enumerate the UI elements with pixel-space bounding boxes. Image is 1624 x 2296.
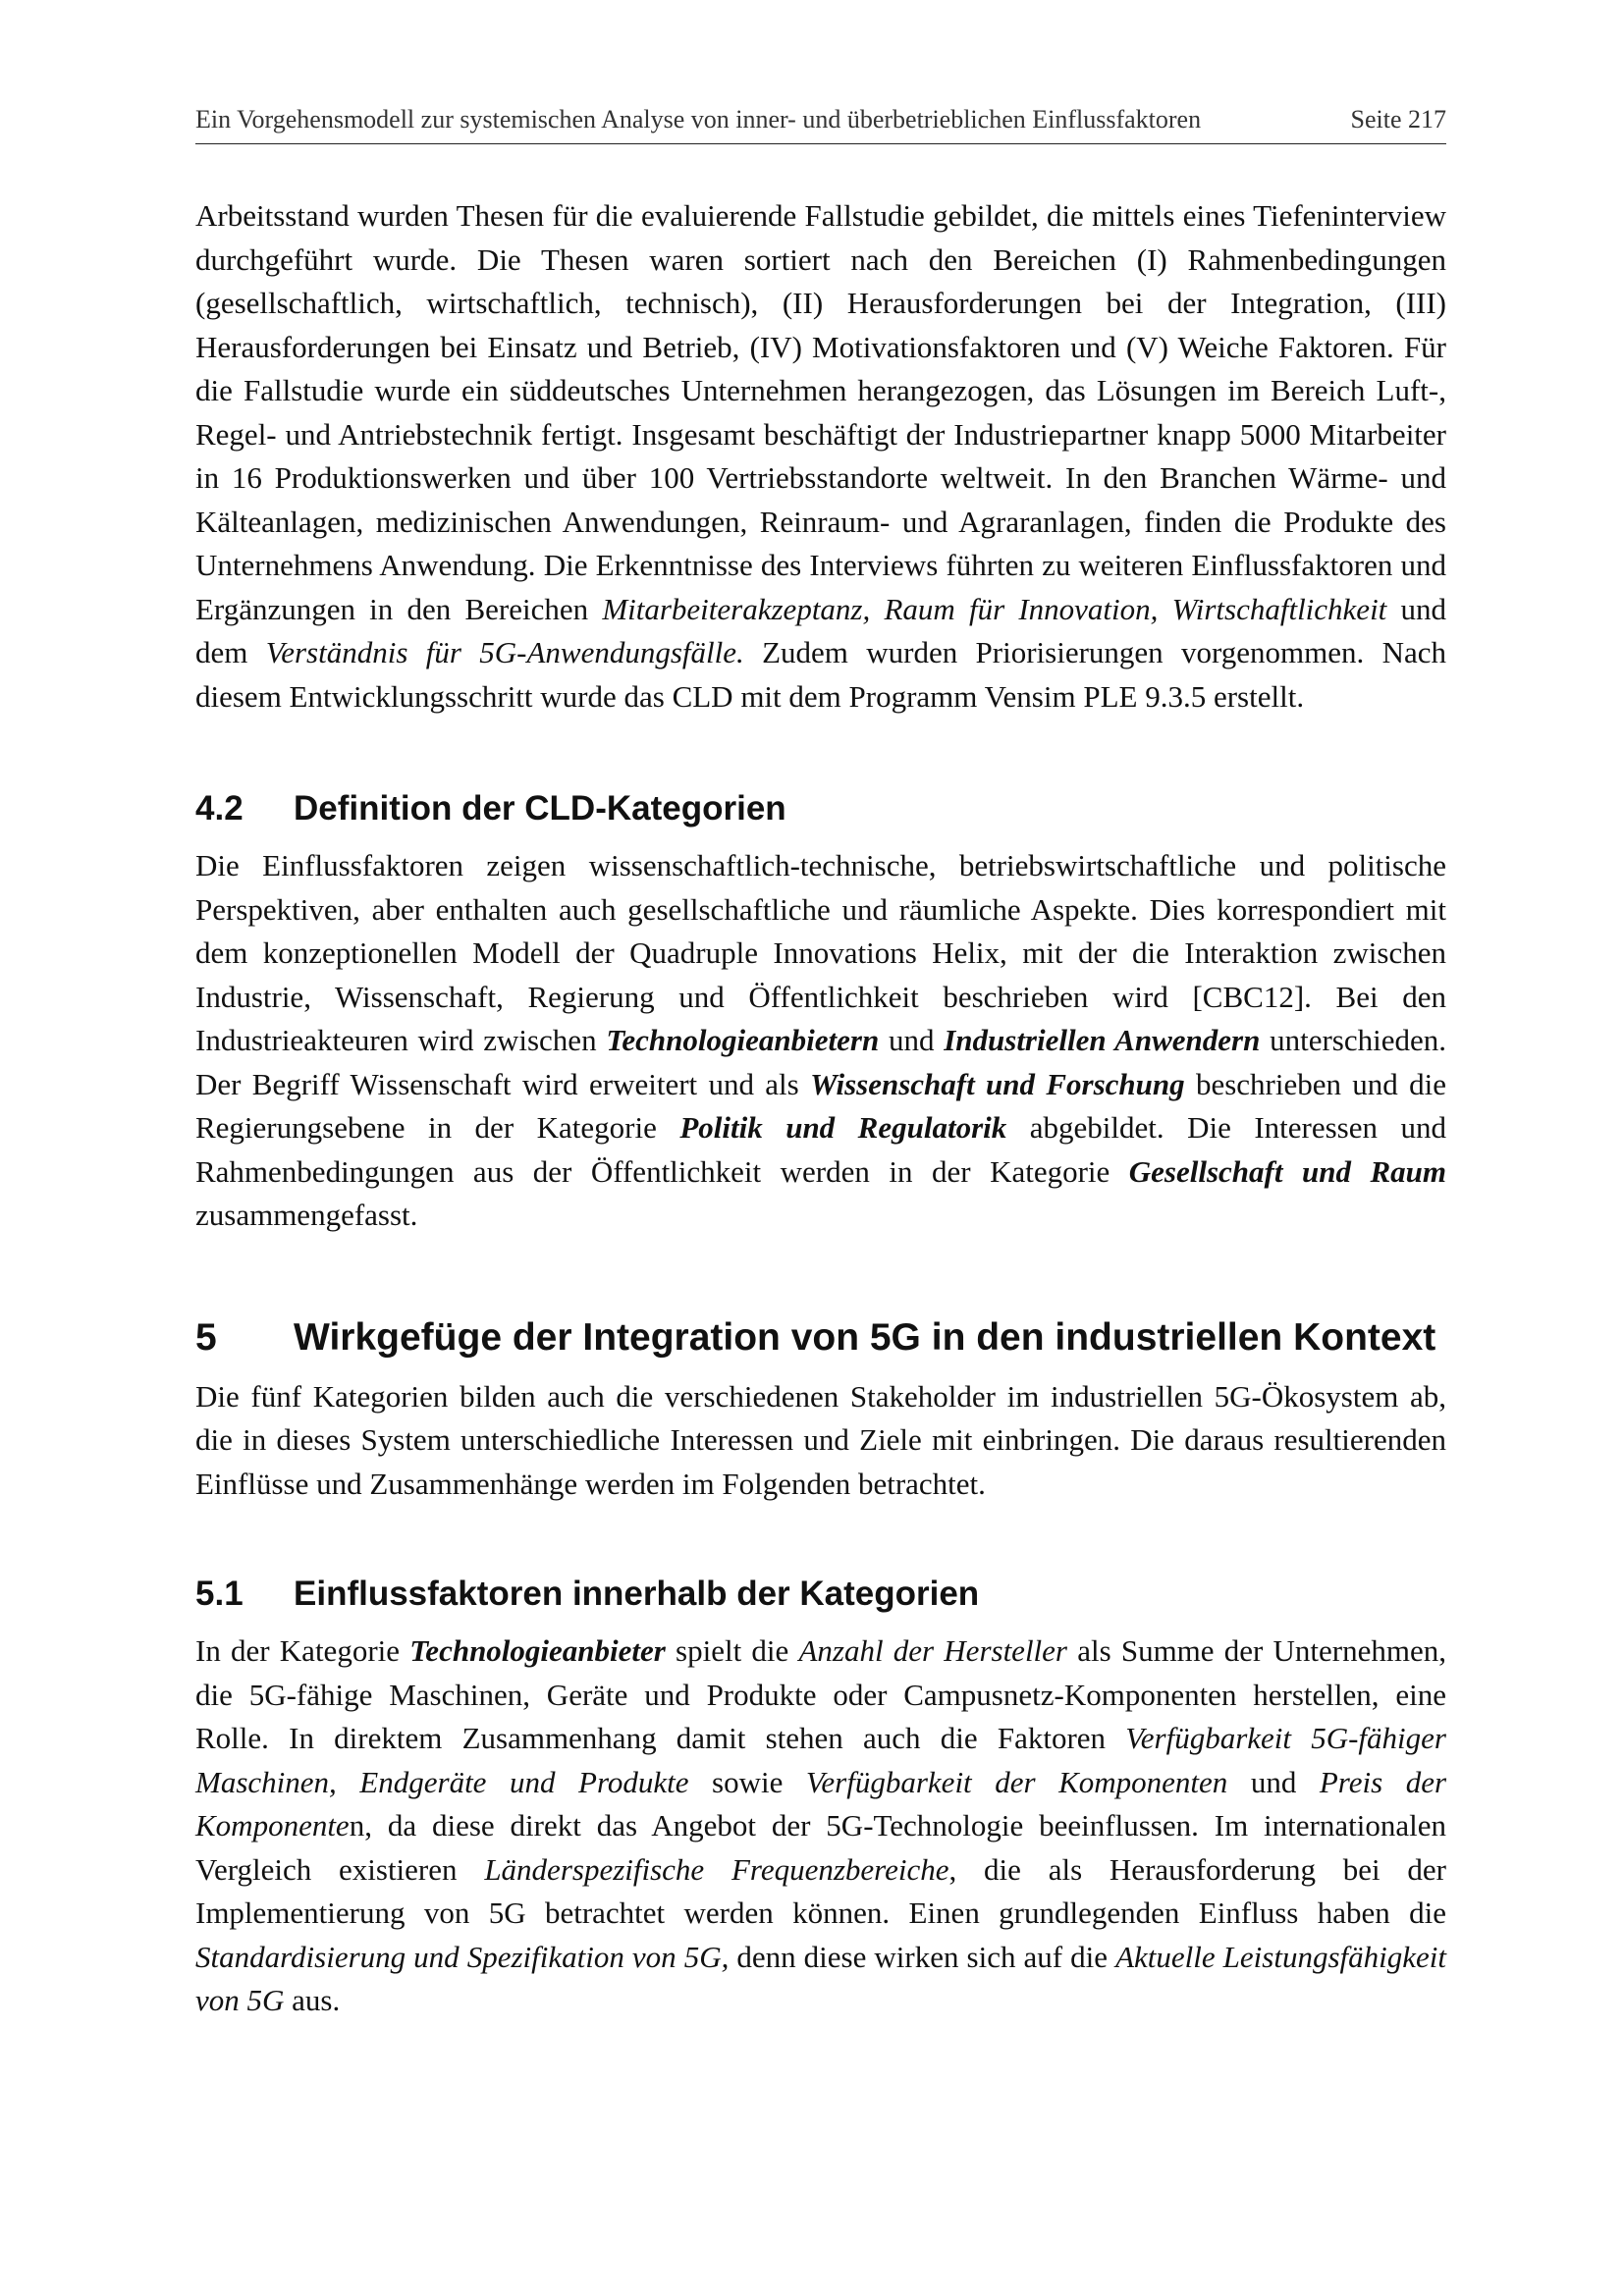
text-run: Zudem wurden Priorisierungen vorgenommen. Nach diesem Entwicklungsschritt wurde das CLD mit dem Programm Vensim PLE 9.3.5 erstellt. (195, 635, 1447, 714)
section-number: 5 (195, 1315, 217, 1359)
page-number: Seite 217 (1350, 105, 1446, 133)
italic-term: Länderspezifische Frequenzbereiche (484, 1851, 949, 1887)
section-title: Einflussfaktoren innerhalb der Kategorien (294, 1575, 980, 1613)
text-run: , die als Herausforderung bei der Implementierung von 5G betrachtet werden können. Einen grundlegenden Einfluss haben die (195, 1851, 1446, 1930)
running-header (195, 104, 1446, 144)
bold-term: Technologieanbietern (606, 1023, 880, 1057)
section-number: 4.2 (195, 789, 244, 828)
section-heading-5-1 (195, 1573, 1446, 1616)
bold-term: Politik und Regulatorik (679, 1110, 1007, 1145)
bold-term: Gesellschaft und Raum (1128, 1153, 1446, 1189)
section-heading-5 (195, 1314, 1446, 1362)
bold-term: Industriellen Anwendern (944, 1023, 1261, 1057)
paragraph-method (195, 194, 1446, 719)
page-content (195, 194, 1446, 2023)
paragraph-stakeholders (195, 1375, 1446, 1507)
paragraph-technology-providers (195, 1629, 1446, 2023)
italic-term: Verständnis für 5G-Anwendungsfälle. (265, 635, 744, 669)
italic-term: Verfügbarkeit 5G-fähiger Maschinen, Endgeräte und Produkte (195, 1721, 1446, 1799)
italic-term: Mitarbeiterakzeptanz, Raum für Innovation, Wirtschaftlichkeit (602, 591, 1387, 626)
section-number: 5.1 (195, 1575, 244, 1613)
text-run: abgebildet. Die Interessen und Rahmenbedingungen aus der Öffentlichkeit werden in der Kategorie (195, 1110, 1446, 1189)
italic-term: Aktuelle Leistungsfähigkeit von 5G (195, 1939, 1446, 2017)
text-run: zusammengefasst. (195, 1198, 418, 1232)
text-run: aus. (284, 1983, 341, 2017)
text-run: Die Einflussfaktoren zeigen wissenschaftlich-technische, betriebswirtschaftliche und politische Perspektiven, aber enthalten auch gesellschaftliche und räumliche Aspekte. Dies korrespondiert mit dem konzeptionellen Modell der Quadruple Innovations Helix, mit der die Interaktion zwischen Industrie, Wissenschaft, Regierung und Öffentlichkeit beschrieben wird [CBC12]. Bei den Industrieakteuren wird zwischen (195, 848, 1446, 1057)
bold-term: Wissenschaft und Forschung (810, 1066, 1185, 1101)
text-run: unterschieden. Der Begriff Wissenschaft wird erweitert und als (195, 1023, 1446, 1101)
text-run: Arbeitsstand wurden Thesen für die evaluierende Fallstudie gebildet, die mittels eines Tiefeninterview durchgeführt wurde. Die Thesen waren sortiert nach den Bereichen (I) Rahmenbedingungen (gesellschaftlich, wirtschaftlich, technisch), (II) Herausforderungen bei der Integration, (III) Herausforderungen bei Einsatz und Betrieb, (IV) Motivationsfaktoren und (V) Weiche Faktoren. Für die Fallstudie wurde ein süddeutsches Unternehmen herangezogen, das Lösungen im Bereich Luft-, Regel- und Antriebstechnik fertigt. Insgesamt beschäftigt der Industriepartner knapp 5000 Mitarbeiter in 16 Produktionswerken und über 100 Vertriebsstandorte weltweit. In den Branchen Wärme- und Kälteanlagen, medizinischen Anwendungen, Reinraum- und Agraranlagen, finden die Produkte des Unternehmens Anwendung. Die Erkenntnisse des Interviews führten zu weiteren Einflussfaktoren und Ergänzungen in den Bereichen (195, 198, 1446, 626)
text-run: und dem (195, 591, 1446, 669)
text-run: und (1227, 1764, 1320, 1799)
text-run: als Summe der Unternehmen, die 5G-fähige Maschinen, Geräte und Produkte oder Campusnetz-Komponenten herstellen, eine Rolle. In direktem Zusammenhang damit stehen auch die Faktoren (195, 1633, 1446, 1755)
text-run: beschrieben und die Regierungsebene in der Kategorie (195, 1066, 1446, 1145)
text-run: Die fünf Kategorien bilden auch die verschiedenen Stakeholder im industriellen 5G-Ökosystem ab, die in dieses System unterschiedliche Interessen und Ziele mit einbringen. Die daraus resultierenden Einflüsse und Zusammenhänge werden im Folgenden betrachtet. (195, 1378, 1446, 1501)
italic-term: Verfügbarkeit der Komponenten (805, 1764, 1228, 1799)
italic-term: Anzahl der Hersteller (798, 1633, 1067, 1668)
text-run: spielt die (665, 1633, 799, 1668)
section-heading-4-2 (195, 787, 1446, 830)
italic-term: Preis der Komponente (195, 1764, 1447, 1842)
running-title: Ein Vorgehensmodell zur systemischen Analyse von inner- und überbetrieblichen Einflussfaktoren (195, 105, 1202, 133)
text-run: und (879, 1023, 945, 1057)
italic-term: Standardisierung und Spezifikation von 5G, (195, 1939, 730, 1974)
text-run: sowie (688, 1764, 806, 1799)
text-run: n, da diese direkt das Angebot der 5G-Technologie beeinflussen. Im internationalen Vergleich existieren (195, 1808, 1446, 1887)
bold-term: Technologieanbieter (409, 1633, 666, 1668)
text-run: denn diese wirken sich auf die (729, 1939, 1116, 1974)
text-run: In der Kategorie (195, 1633, 410, 1668)
paragraph-categories (195, 844, 1446, 1238)
section-title: Definition der CLD-Kategorien (294, 789, 786, 828)
section-title: Wirkgefüge der Integration von 5G in den industriellen Kontext (294, 1315, 1436, 1359)
